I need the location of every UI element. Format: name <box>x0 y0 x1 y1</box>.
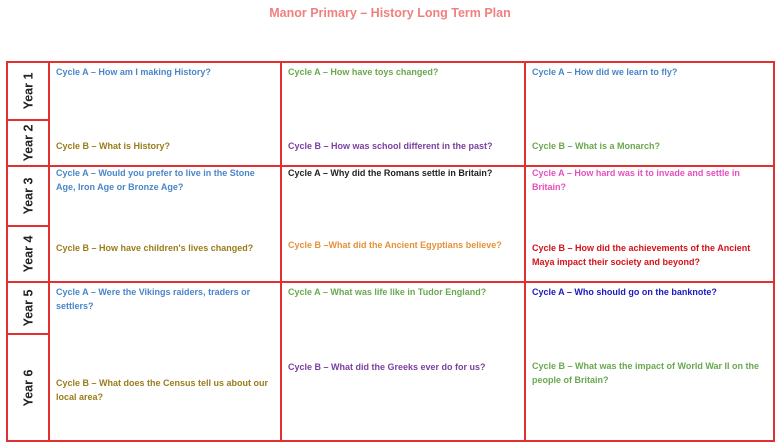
year-5-label-cell <box>8 283 48 333</box>
year34-col1-cycle-b: Cycle B – How have children's lives changed? <box>56 243 254 253</box>
year-3-label-cell <box>8 167 48 225</box>
year12-col1-cycle-a: Cycle A – How am I making History? <box>56 67 211 77</box>
year56-col2-cycle-b: Cycle B – What did the Greeks ever do for us? <box>288 362 486 372</box>
year12-col1-cycle-b: Cycle B – What is History? <box>56 141 171 151</box>
year34-col1-cycle-a: Cycle A – Would you prefer to live in the Stone Age, Iron Age or Bronze Age? <box>56 168 255 192</box>
year-2-label-cell <box>8 121 48 165</box>
year-6-label-cell <box>8 335 48 440</box>
year-3-label: Year 3 <box>21 177 35 215</box>
year34-col3-cycle-b: Cycle B – How did the achievements of the Ancient Maya impact their society and beyond? <box>532 243 751 267</box>
year56-col3-cycle-b: Cycle B – What was the impact of World War II on the people of Britain? <box>532 361 760 385</box>
year-4-label-cell <box>8 227 48 281</box>
year-2-label: Year 2 <box>21 124 35 162</box>
year-4-label: Year 4 <box>21 235 35 273</box>
year-1-label-cell <box>8 63 48 119</box>
history-plan-table <box>6 61 775 442</box>
year56-col3-cycle-a: Cycle A – Who should go on the banknote? <box>532 287 717 297</box>
year12-col3-cycle-a: Cycle A – How did we learn to fly? <box>532 67 678 77</box>
year-5-label: Year 5 <box>21 289 35 327</box>
year12-col2-cycle-b: Cycle B – How was school different in the past? <box>288 141 493 151</box>
column-divider <box>48 63 50 440</box>
year56-col1-cycle-a: Cycle A – Were the Vikings raiders, traders or settlers? <box>56 287 251 311</box>
column-divider <box>524 63 526 440</box>
year34-col2-cycle-a: Cycle A – Why did the Romans settle in Britain? <box>288 168 493 178</box>
year56-col1-cycle-b: Cycle B – What does the Census tell us about our local area? <box>56 378 269 402</box>
year-1-label: Year 1 <box>21 72 35 110</box>
year12-col2-cycle-a: Cycle A – How have toys changed? <box>288 67 439 77</box>
year56-col2-cycle-a: Cycle A – What was life like in Tudor England? <box>288 287 487 297</box>
year-6-label: Year 6 <box>21 369 35 406</box>
year34-col2-cycle-b: Cycle B –What did the Ancient Egyptians believe? <box>288 240 502 250</box>
row-divider <box>8 281 773 283</box>
year34-col3-cycle-a: Cycle A – How hard was it to invade and settle in Britain? <box>532 168 740 192</box>
column-divider <box>280 63 282 440</box>
page-title: Manor Primary – History Long Term Plan <box>269 6 511 20</box>
year12-col3-cycle-b: Cycle B – What is a Monarch? <box>532 141 661 151</box>
